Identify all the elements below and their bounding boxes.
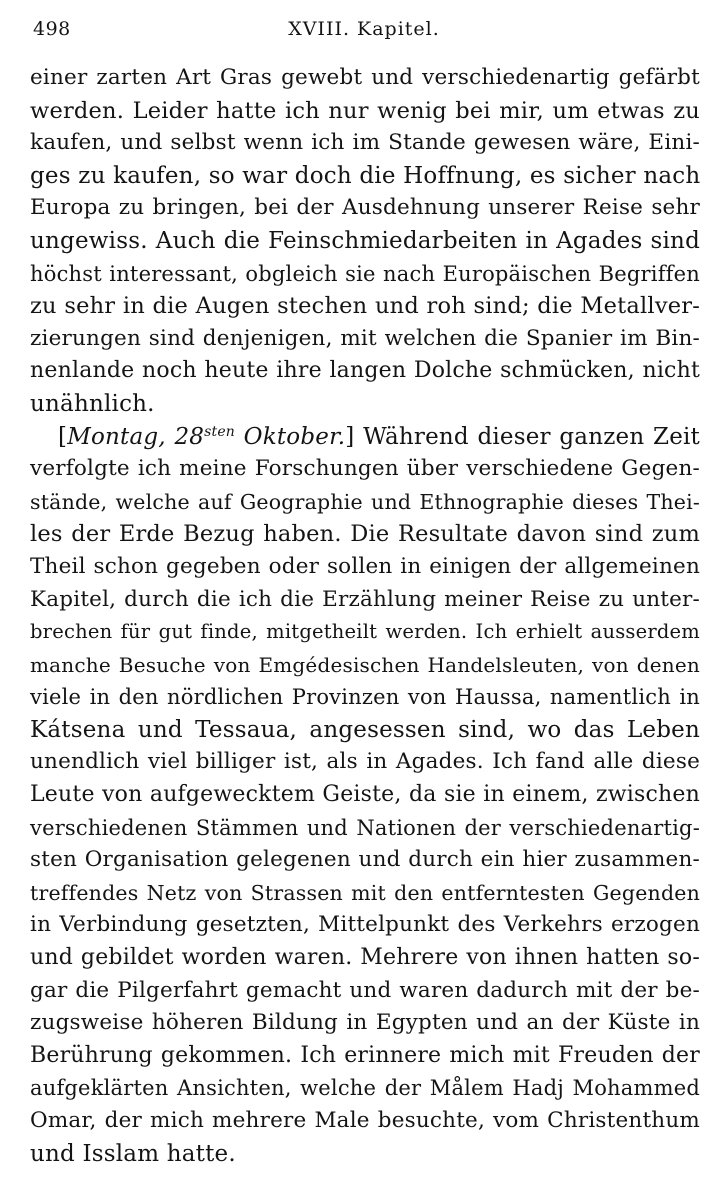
text-line: zu sehr in die Augen stechen und roh sind; die Metallver- — [30, 293, 700, 320]
text-line: zugsweise höheren Bildung in Egypten und an der Küste in — [30, 1010, 700, 1036]
entry-date — [67, 424, 345, 450]
text-line: nenlande noch heute ihre langen Dolche schmücken, nicht — [30, 358, 700, 384]
entry-day: 28 — [174, 423, 205, 450]
text-line: kaufen, und selbst wenn ich im Stande gewesen wäre, Eini- — [30, 130, 700, 156]
text-line: brechen für gut finde, mitgetheilt werden. Ich erhielt ausserdem — [30, 620, 700, 644]
text-line: stände, welche auf Geographie und Ethnographie dieses Thei- — [30, 489, 700, 514]
text-line: unendlich viel billiger ist, als in Agades. Ich fand alle diese — [30, 749, 700, 775]
entry-text-start: Während dieser ganzen Zeit — [363, 423, 700, 450]
entry-weekday: Montag, — [67, 423, 166, 450]
text-line: Europa zu bringen, bei der Ausdehnung unserer Reise sehr — [30, 195, 700, 221]
entry-month: Oktober. — [243, 423, 346, 450]
text-line: und Isslam hatte. — [30, 1140, 236, 1167]
text-line: und gebildet worden waren. Mehrere von ihnen hatten so- — [30, 945, 700, 971]
body-text — [30, 62, 700, 1170]
running-head — [33, 18, 695, 44]
text-line: treffendes Netz von Strassen mit den entferntesten Gegenden — [30, 880, 700, 905]
text-line: manche Besuche von Emgédesischen Handelsleuten, von denen — [30, 652, 700, 677]
close-bracket: ] — [345, 423, 355, 450]
text-line: einer zarten Art Gras gewebt und verschiedenartig gefärbt — [30, 65, 700, 90]
page-number: 498 — [33, 18, 71, 40]
diary-entry-line — [30, 421, 700, 454]
open-bracket: [ — [58, 423, 68, 450]
text-line: werden. Leider hatte ich nur wenig bei mir, um etwas zu — [30, 97, 700, 124]
text-line: gar die Pilgerfahrt gemacht und waren dadurch mit der be- — [30, 977, 700, 1003]
text-line: in Verbindung gesetzten, Mittelpunkt des Verkehrs erzogen — [30, 912, 700, 938]
text-line: verschiedenen Stämmen und Nationen der verschiedenartig- — [30, 815, 700, 840]
text-line: Berührung gekommen. Ich erinnere mich mit Freuden der — [30, 1042, 700, 1068]
chapter-title: XVIII. Kapitel. — [288, 18, 440, 40]
text-line: ungewiss. Auch die Feinschmiedarbeiten in Agades sind — [30, 227, 700, 254]
text-line: Kátsena und Tessaua, angesessen sind, wo das Leben — [30, 716, 700, 743]
text-line: Omar, der mich mehrere Male besuchte, vom Christenthum — [30, 1108, 700, 1133]
text-line: les der Erde Bezug haben. Die Resultate davon sind zum — [30, 521, 700, 548]
text-line: höchst interessant, obgleich sie nach Europäischen Begriffen — [30, 261, 700, 286]
text-line: unähnlich. — [30, 390, 155, 417]
text-line: Theil schon gegeben oder sollen in einigen der allgemeinen — [30, 553, 700, 579]
text-line: aufgeklärten Ansichten, welche der Målem Hadj Mohammed — [30, 1076, 700, 1101]
text-line: Kapitel, durch die ich die Erzählung meiner Reise zu unter- — [30, 586, 700, 612]
text-line: verfolgte ich meine Forschungen über verschiedene Gegen- — [30, 456, 700, 482]
text-line: ges zu kaufen, so war doch die Hoffnung, es sicher nach — [30, 162, 701, 189]
entry-day-suffix: sten — [204, 423, 236, 440]
text-line: sten Organisation gelegenen und durch ein hier zusammen- — [30, 847, 700, 873]
text-line: viele in den nördlichen Provinzen von Haussa, namentlich in — [30, 685, 700, 710]
text-line: Leute von aufgewecktem Geiste, da sie in einem, zwischen — [30, 782, 700, 808]
text-line: zierungen sind denjenigen, mit welchen die Spanier im Bin- — [30, 325, 700, 351]
